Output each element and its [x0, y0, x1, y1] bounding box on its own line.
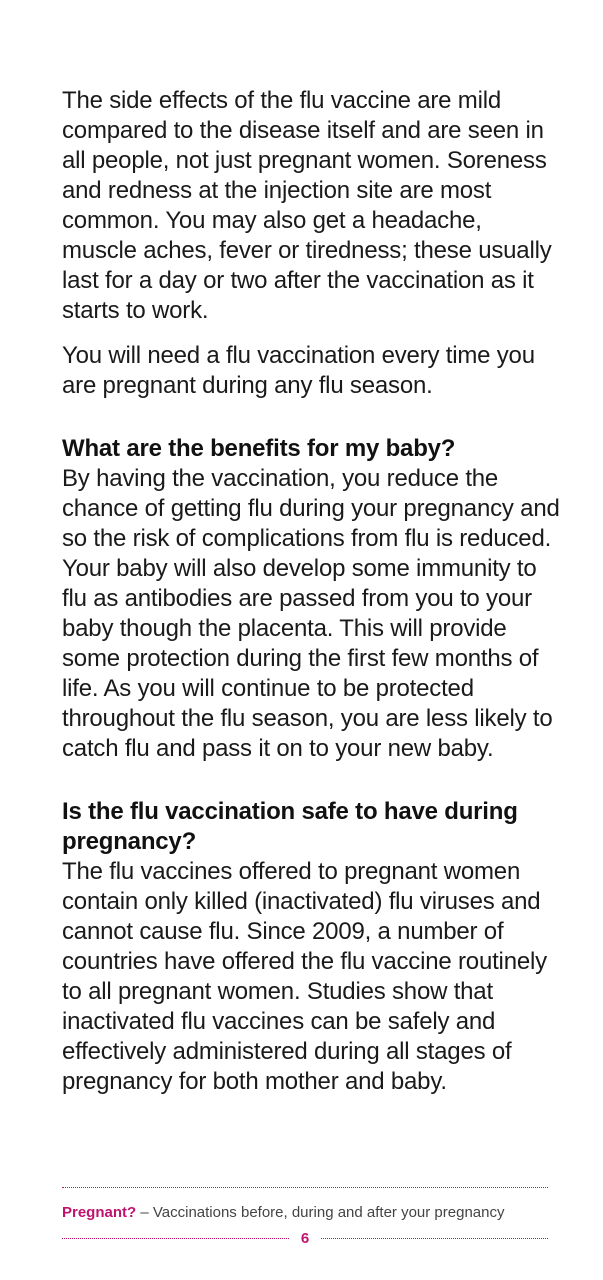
footer-separator: – — [136, 1204, 153, 1221]
page-number: 6 — [300, 1229, 310, 1247]
benefits-paragraph: By having the vaccination, you reduce the chance of getting flu during your pregnancy and so the risk of complications from flu is reduced. Your baby will also develop some immunity to flu as antibodies are passed from you to your baby though the placenta. This will provide some protection during the first few months of life. As you will continue to be protected throughout the flu season, you are less likely to catch flu and pass it on to your new baby. — [62, 465, 560, 762]
every-season-paragraph: You will need a flu vaccination every time you are pregnant during any flu season. — [62, 342, 535, 399]
main-content — [62, 86, 562, 1097]
safety-heading: Is the flu vaccination safe to have during pregnancy? — [62, 798, 518, 855]
page-number-rule-right — [321, 1238, 548, 1239]
page-number-row — [62, 1228, 548, 1248]
footer-brand: Pregnant? — [62, 1204, 137, 1221]
footer-divider-top — [62, 1187, 548, 1188]
page-number-rule-left — [62, 1238, 289, 1239]
benefits-heading: What are the benefits for my baby? — [62, 435, 456, 462]
footer-subtitle: Vaccinations before, during and after your pregnancy — [152, 1204, 505, 1221]
side-effects-paragraph: The side effects of the flu vaccine are mild compared to the disease itself and are seen in all people, not just pregnant women. Soreness and redness at the injection site are most common. You may also get a headache, muscle aches, fever or tiredness; these usually last for a day or two after the vaccination as it starts to work. — [62, 87, 552, 324]
safety-paragraph: The flu vaccines offered to pregnant women contain only killed (inactivated) flu viruses and cannot cause flu. Since 2009, a number of countries have offered the flu vaccine routinely to all pregnant women. Studies show that inactivated flu vaccines can be safely and effectively administered during all stages of pregnancy for both mother and baby. — [62, 858, 547, 1095]
footer-caption — [62, 1204, 504, 1222]
